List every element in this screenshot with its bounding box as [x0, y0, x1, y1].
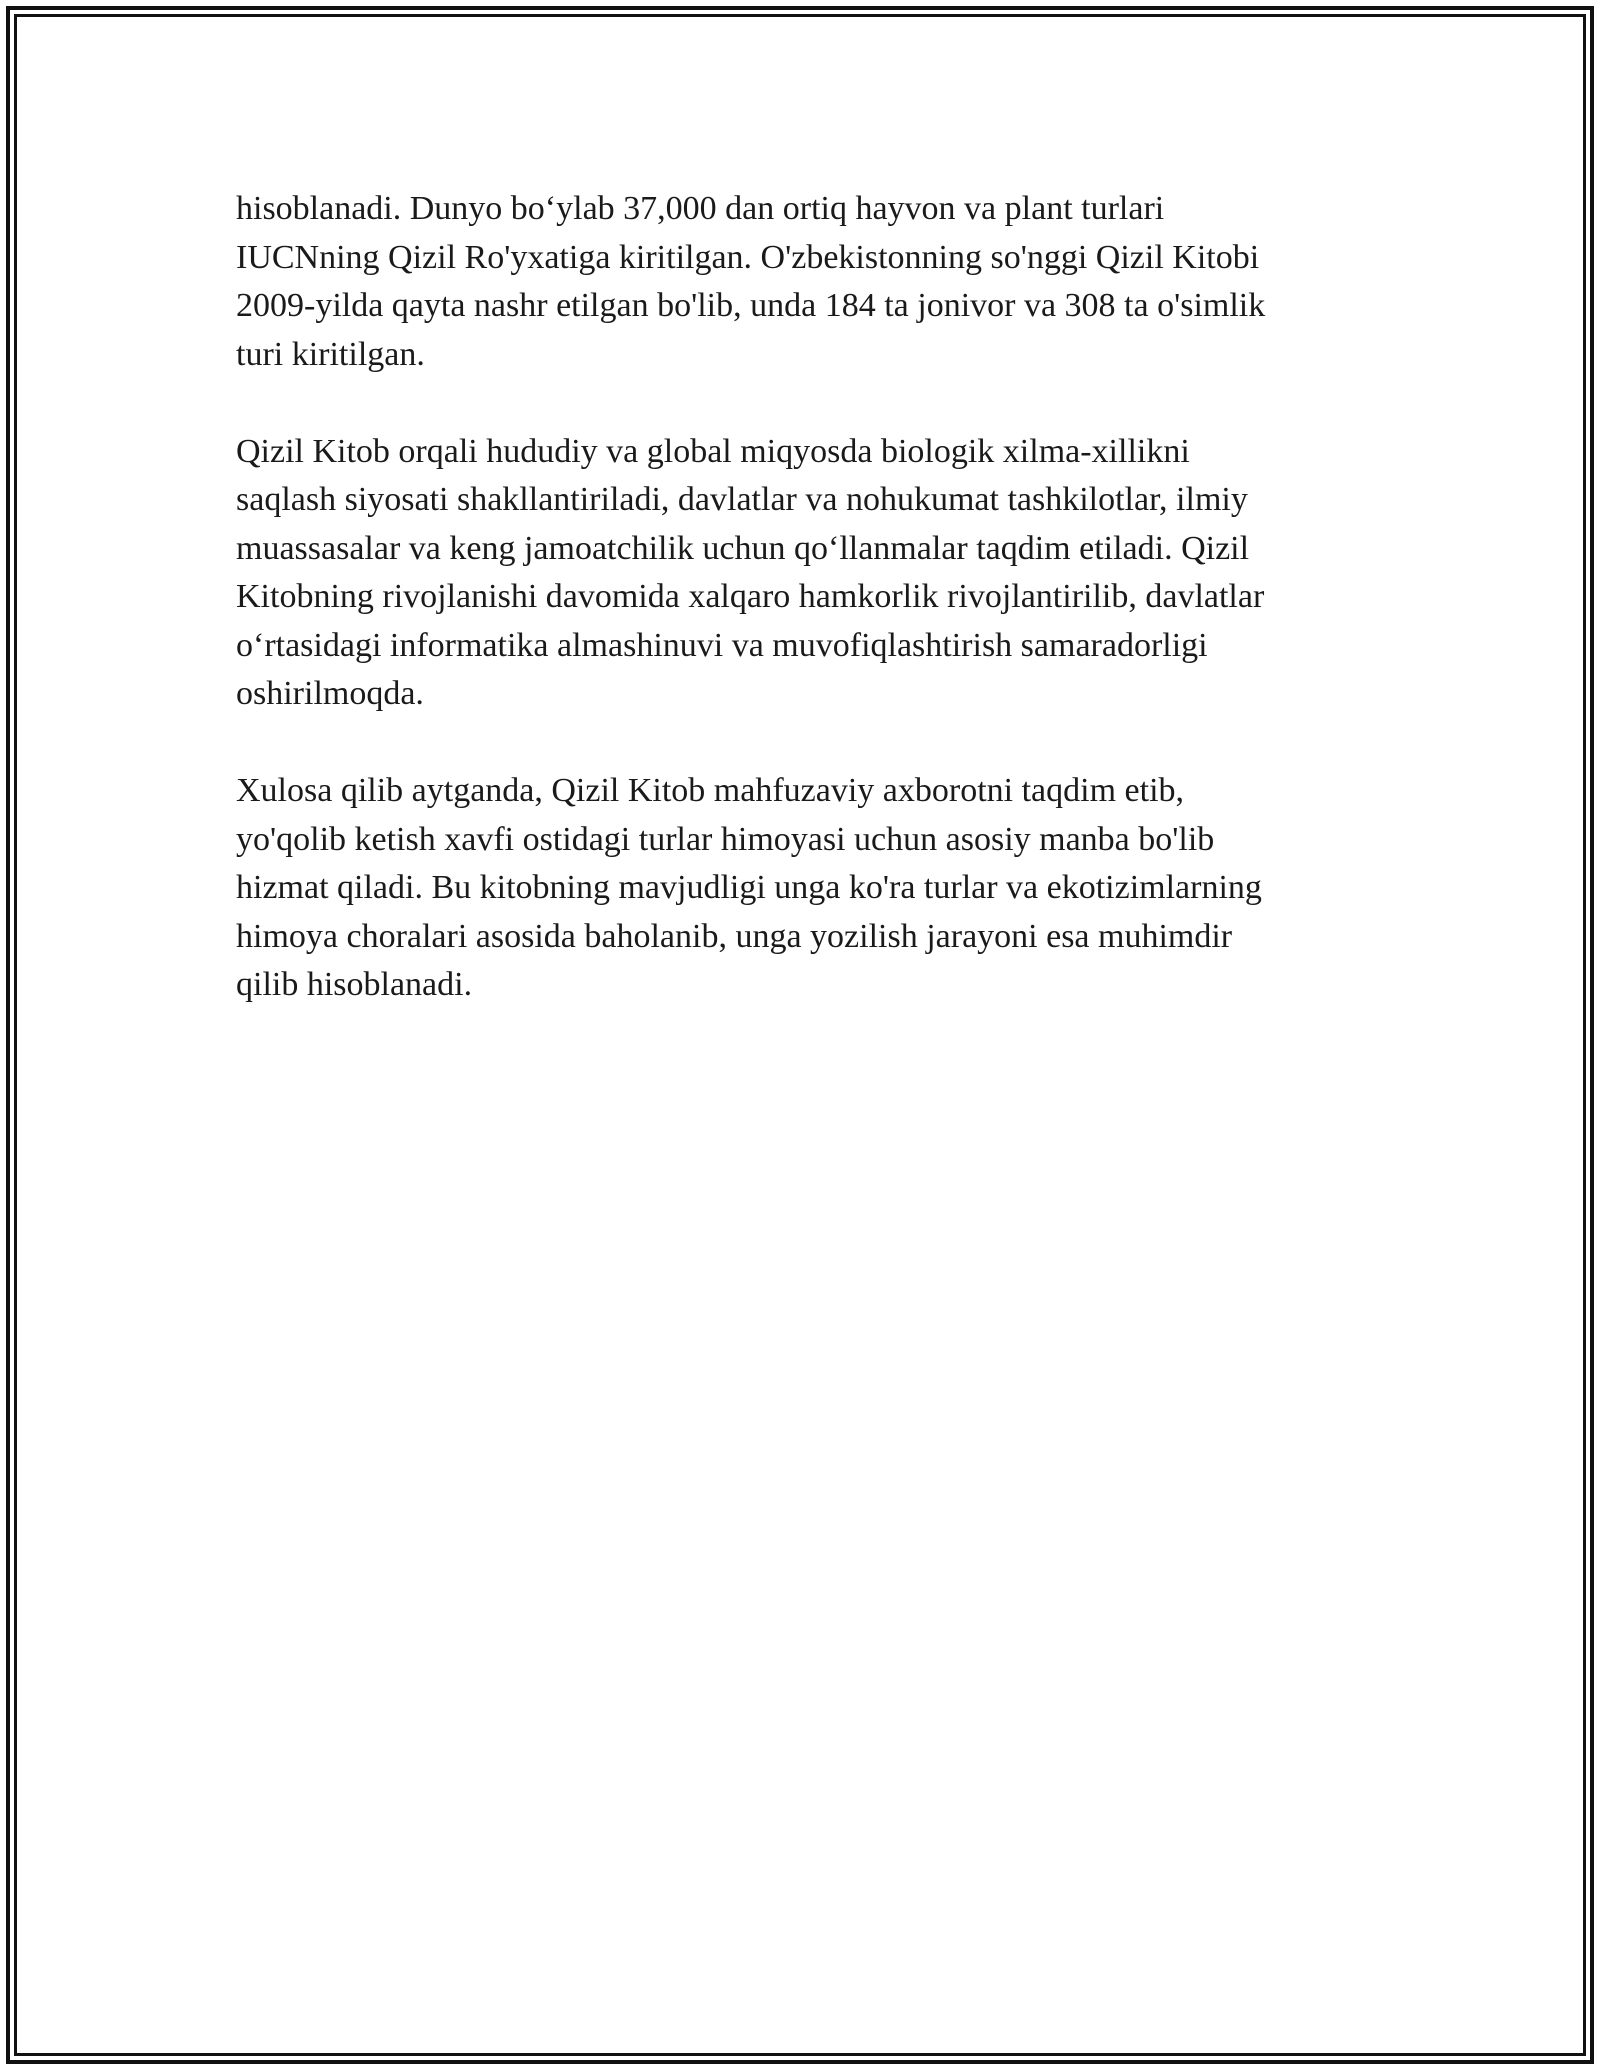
paragraph-2: Qizil Kitob orqali hududiy va global miqyosda biologik xilma-xillikni saqlash siyosati shakllantiriladi, davlatlar va nohukumat tashkilotlar, ilmiy muassasalar va keng jamoatchilik uchun qo‘llanmalar taqdim etiladi. Qizil Kitobning rivojlanishi davomida xalqaro hamkorlik rivojlantirilib, davlatlar o‘rtasidagi informatika almashinuvi va muvofiqlashtirish samaradorligi oshirilmoqda.	[236, 432, 1265, 712]
paragraph-1: hisoblanadi. Dunyo bo‘ylab 37,000 dan ortiq hayvon va plant turlari IUCNning Qizil Ro'yxatiga kiritilgan. O'zbekistonning so'nggi Qizil Kitobi 2009-yilda qayta nashr etilgan bo'lib, unda 184 ta jonivor va 308 ta o'simlik turi kiritilgan.	[236, 190, 1266, 373]
paragraph-3: Xulosa qilib aytganda, Qizil Kitob mahfuzaviy axborotni taqdim etib, yo'qolib ketish xavfi ostidagi turlar himoyasi uchun asosiy manba bo'lib hizmat qiladi. Bu kitobning mavjudligi unga ko'ra turlar va ekotizimlarning himoya choralari asosida baholanib, unga yozilish jarayoni esa muhimdir qilib hisoblanadi.	[236, 772, 1262, 1003]
document-body	[236, 185, 1356, 1058]
